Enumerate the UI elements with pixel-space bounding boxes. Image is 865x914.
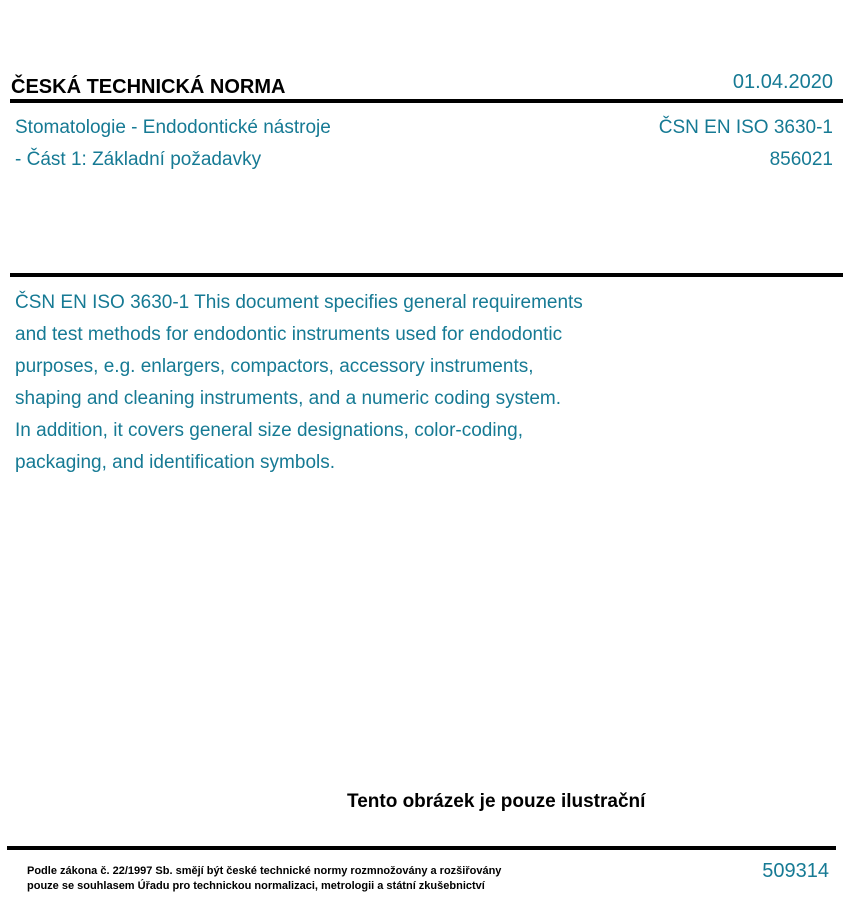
standard-code: ČSN EN ISO 3630-1 — [658, 117, 833, 138]
standard-name-line-2: - Část 1: Základní požadavky — [15, 149, 262, 170]
section-divider — [10, 273, 843, 277]
description-text — [15, 287, 675, 479]
legal-notice-line-2: pouze se souhlasem Úřadu pro technickou normalizaci, metrologii a státní zkušebnictví — [27, 880, 485, 892]
document-id: 509314 — [762, 860, 829, 882]
standard-name-line-1: Stomatologie - Endodontické nástroje — [15, 117, 331, 138]
description-line: shaping and cleaning instruments, and a numeric coding system. — [15, 388, 562, 409]
legal-notice-line-1: Podle zákona č. 22/1997 Sb. smějí být české technické normy rozmnožovány a rozšiřovány — [27, 865, 502, 877]
legal-notice — [27, 864, 501, 894]
publication-date: 01.04.2020 — [732, 71, 833, 93]
footer-divider — [7, 846, 836, 850]
description-line: packaging, and identification symbols. — [15, 452, 336, 473]
description-line: ČSN EN ISO 3630-1 This document specifies general requirements — [15, 292, 583, 313]
description-line: purposes, e.g. enlargers, compactors, accessory instruments, — [15, 356, 534, 377]
description-line: In addition, it covers general size designations, color-coding, — [15, 420, 524, 441]
illustration-note: Tento obrázek je pouze ilustrační — [347, 791, 646, 812]
norm-title: ČESKÁ TECHNICKÁ NORMA — [11, 76, 286, 98]
header-divider — [10, 99, 843, 103]
description-line: and test methods for endodontic instruments used for endodontic — [15, 324, 563, 345]
classification-code: 856021 — [769, 149, 833, 170]
